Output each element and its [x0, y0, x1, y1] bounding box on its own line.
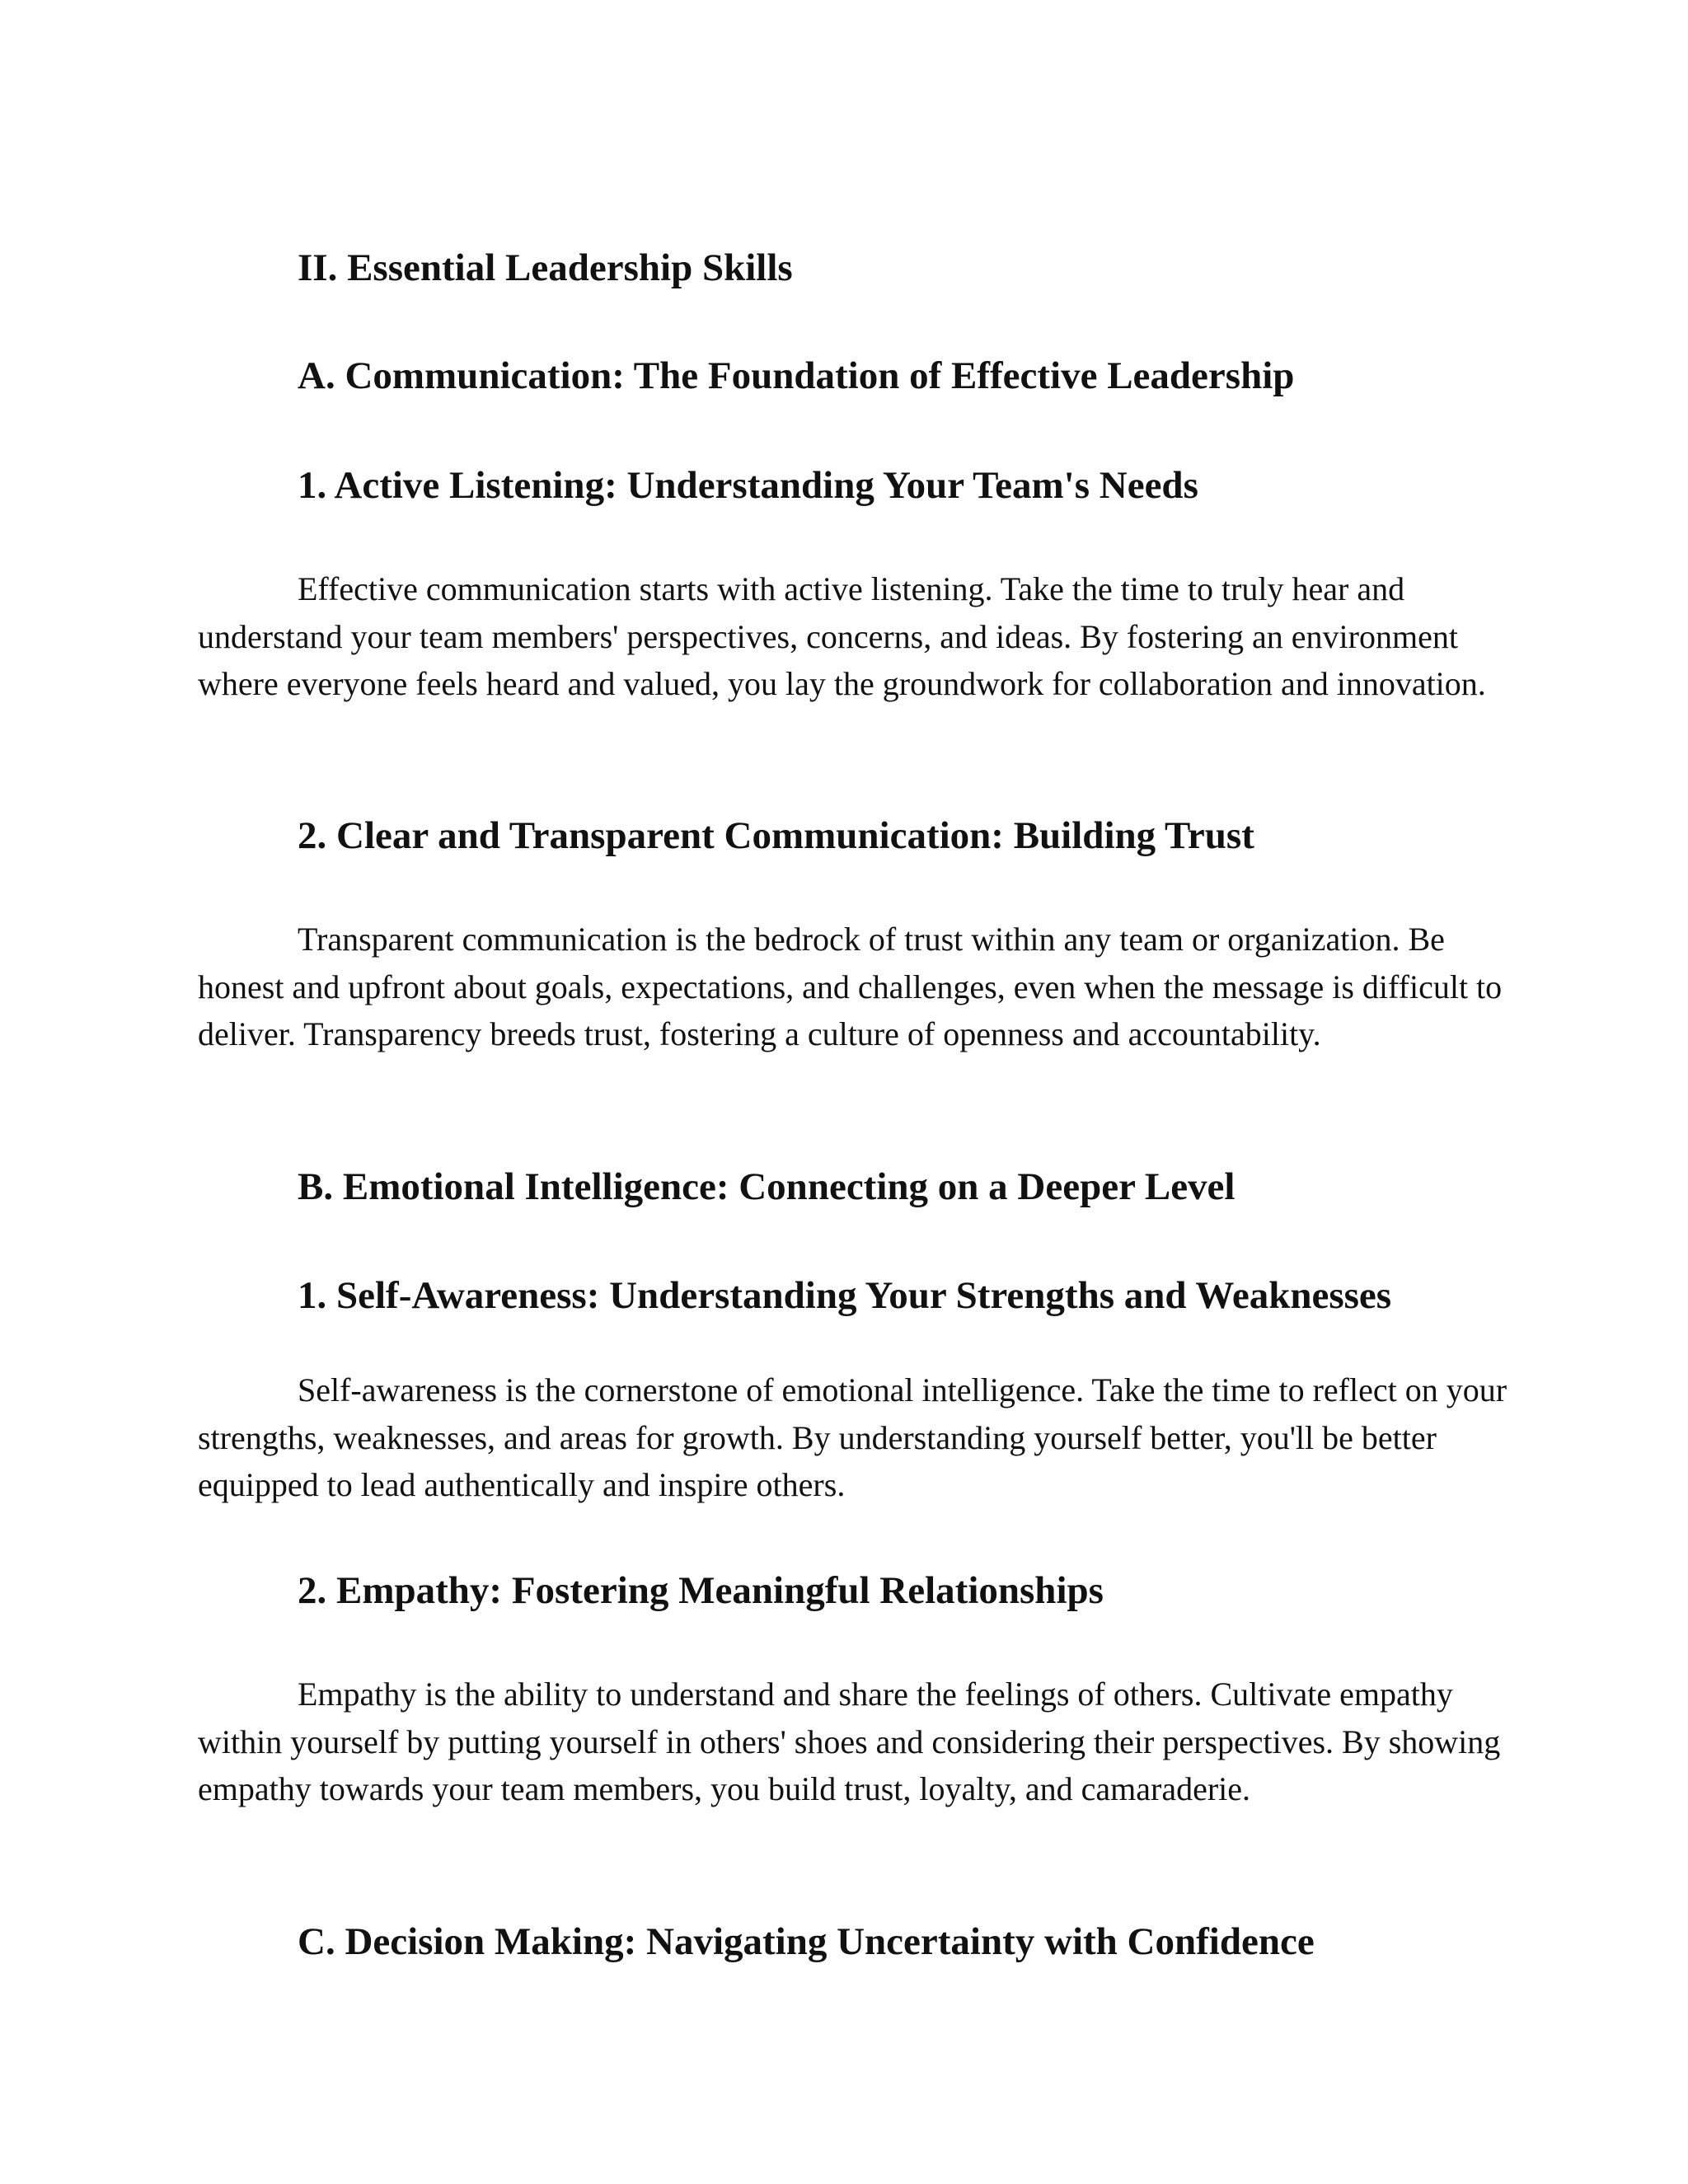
active-listening-title: 1. Active Listening: Understanding Your Team's Needs — [298, 464, 1198, 507]
empathy-paragraph: Empathy is the ability to understand and share the feelings of others. Cultivate empathy within yourself by putting yourself in others' shoes and considering their perspectives. By showing empathy towards your team members, you build trust, loyalty, and camaraderie. — [198, 1675, 1501, 1807]
self-awareness-title: 1. Self-Awareness: Understanding Your Strengths and Weaknesses — [298, 1274, 1392, 1317]
self-awareness-paragraph: Self-awareness is the cornerstone of emotional intelligence. Take the time to reflect on your strengths, weaknesses, and areas for growth. By understanding yourself better, you'll be better equipped to lead authentically and inspire others. — [198, 1371, 1507, 1503]
transparent-communication-title: 2. Clear and Transparent Communication: Building Trust — [298, 814, 1254, 857]
section-title: II. Essential Leadership Skills — [298, 246, 793, 289]
transparent-communication-paragraph: Transparent communication is the bedrock of trust within any team or organization. Be honest and upfront about goals, expectations, and challenges, even when the message is difficult to deliver. Transparency breeds trust, fostering a culture of openness and accountability. — [198, 921, 1503, 1052]
subsection-b-title: B. Emotional Intelligence: Connecting on a Deeper Level — [298, 1165, 1236, 1208]
subsection-a-title: A. Communication: The Foundation of Effective Leadership — [298, 354, 1295, 397]
subsection-c-title: C. Decision Making: Navigating Uncertainty with Confidence — [298, 1920, 1315, 1963]
empathy-title: 2. Empathy: Fostering Meaningful Relationships — [298, 1569, 1104, 1612]
active-listening-paragraph: Effective communication starts with active listening. Take the time to truly hear and understand your team members' perspectives, concerns, and ideas. By fostering an environment where everyone feels heard and valued, you lay the groundwork for collaboration and innovation. — [198, 570, 1486, 702]
